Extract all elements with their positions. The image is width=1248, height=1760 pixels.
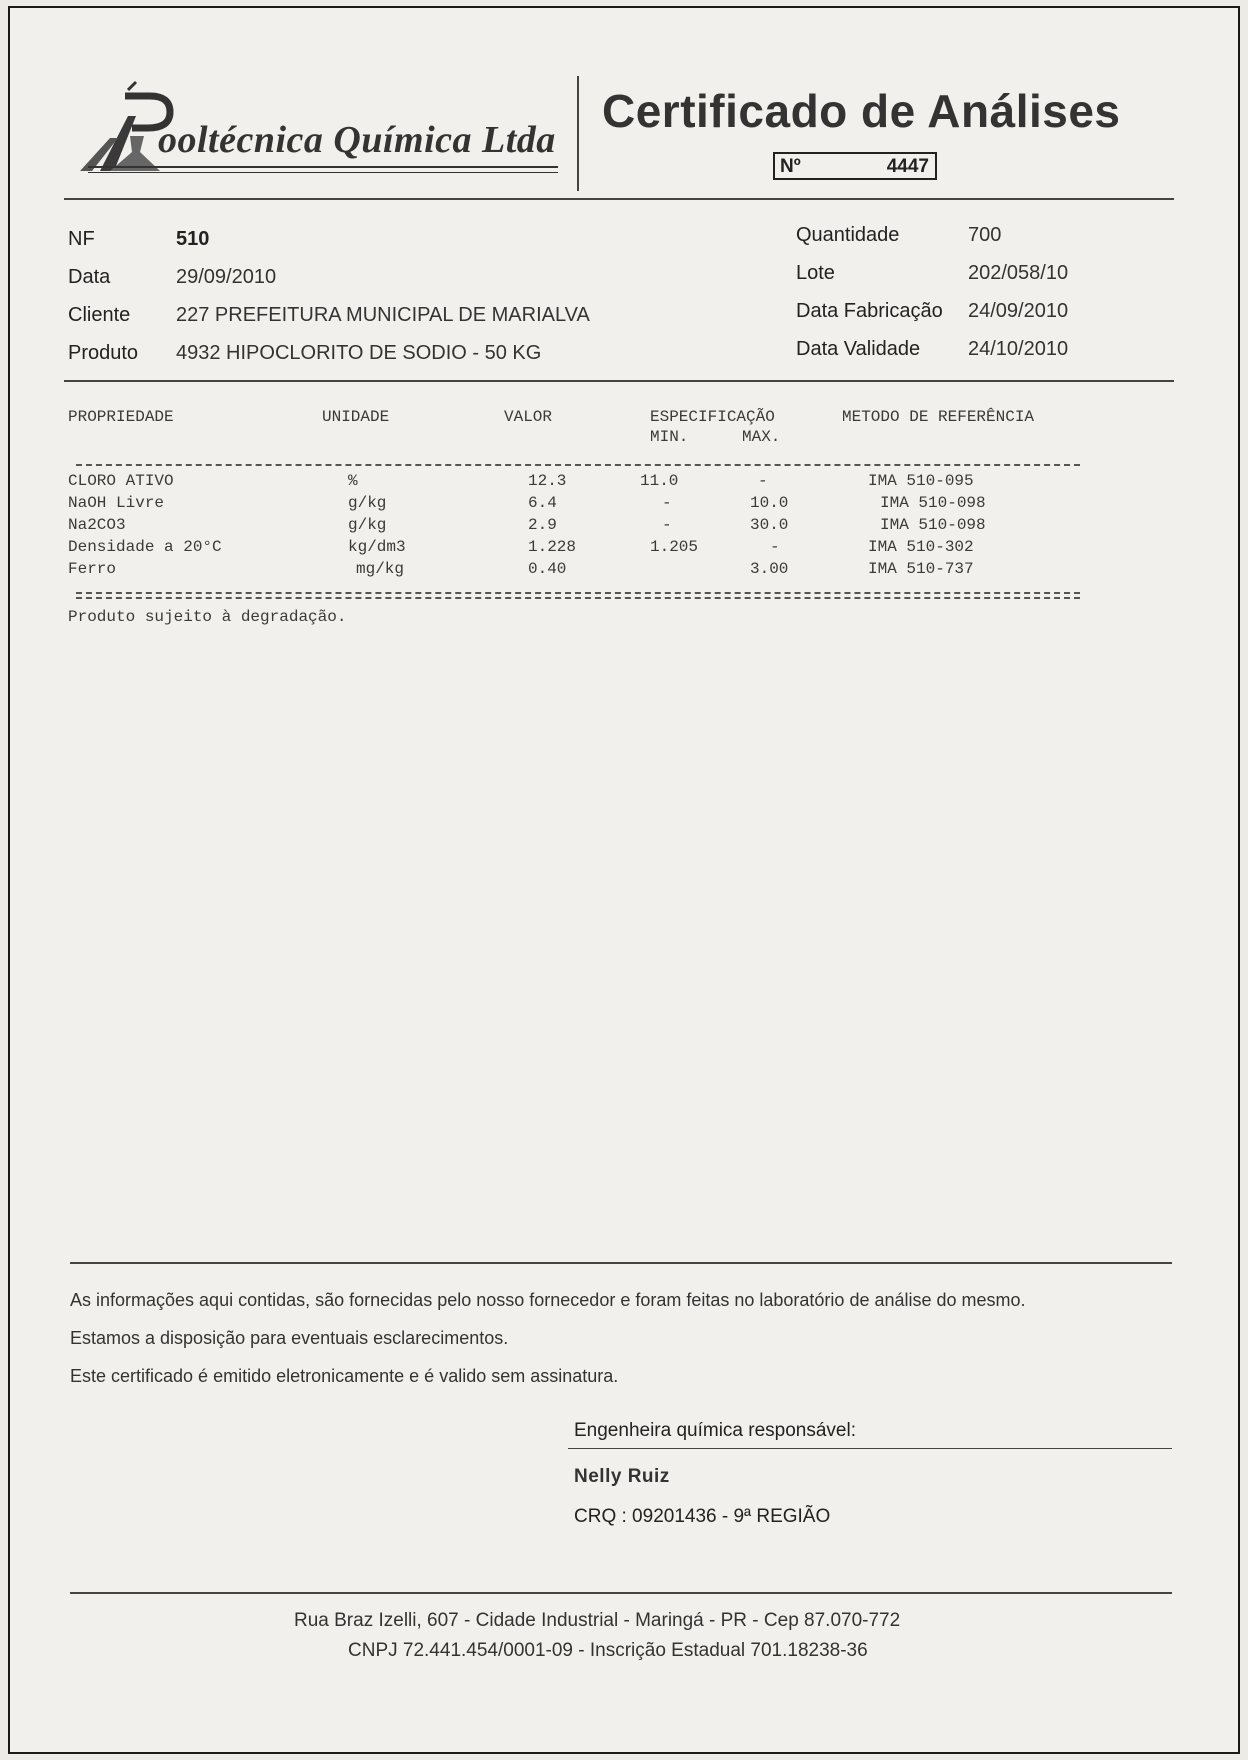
- quantity-label: Quantidade: [796, 224, 900, 246]
- col-header-method: METODO DE REFERÊNCIA: [842, 408, 1035, 426]
- mfg-date-label: Data Fabricação: [796, 300, 943, 322]
- company-cnpj: CNPJ 72.441.454/0001-09 - Inscrição Estadual 701.18238-36: [348, 1640, 868, 1661]
- cell-value: 12.3: [528, 472, 567, 490]
- col-header-spec: ESPECIFICAÇÃO: [650, 408, 775, 426]
- cell-property: NaOH Livre: [68, 494, 165, 512]
- table-row: [8, 494, 1240, 516]
- cell-method: IMA 510-098: [880, 516, 986, 534]
- col-header-value: VALOR: [504, 408, 553, 426]
- lot-label: Lote: [796, 262, 835, 284]
- certificate-number-label: Nº: [780, 156, 801, 177]
- cell-max: 10.0: [750, 494, 789, 512]
- certificate-page: [8, 6, 1240, 1754]
- expiry-label: Data Validade: [796, 338, 921, 360]
- cell-method: IMA 510-737: [868, 560, 974, 578]
- table-row: [8, 472, 1240, 494]
- cell-unit: %: [348, 472, 358, 490]
- product-label: Produto: [68, 342, 139, 364]
- logo-underline: [88, 172, 558, 173]
- cell-min: 11.0: [640, 472, 679, 490]
- cell-value: 2.9: [528, 516, 557, 534]
- product-value: 4932 HIPOCLORITO DE SODIO - 50 KG: [176, 342, 542, 364]
- lot-value: 202/058/10: [968, 262, 1069, 284]
- cell-unit: mg/kg: [356, 560, 405, 578]
- certificate-number-value: 4447: [886, 156, 929, 177]
- cell-property: Na2CO3: [68, 516, 126, 534]
- header-rule: [64, 198, 1174, 200]
- client-label: Cliente: [68, 304, 131, 326]
- logo-underline: [88, 166, 558, 168]
- signature-line: [568, 1448, 1172, 1449]
- table-row: [8, 516, 1240, 538]
- info-rule: [64, 380, 1174, 382]
- engineer-crq: CRQ : 09201436 - 9ª REGIÃO: [574, 1506, 831, 1527]
- cell-value: 6.4: [528, 494, 557, 512]
- cell-min: -: [662, 516, 672, 534]
- table-row: [8, 538, 1240, 560]
- table-footer-rule: [76, 592, 1080, 594]
- company-name: ooltécnica Química Ltda: [158, 119, 556, 161]
- engineer-name: Nelly Ruiz: [574, 1466, 670, 1487]
- certificate-number-box: [773, 152, 937, 180]
- note-electronic: Este certificado é emitido eletronicamente e é valido sem assinatura.: [70, 1366, 619, 1386]
- cell-min: 1.205: [650, 538, 699, 556]
- notes-rule: [70, 1262, 1172, 1264]
- cell-max: -: [770, 538, 780, 556]
- cell-property: Ferro: [68, 560, 117, 578]
- cell-method: IMA 510-098: [880, 494, 986, 512]
- nf-value: 510: [176, 228, 210, 250]
- table-header-rule: [76, 464, 1080, 466]
- col-header-min: MIN.: [650, 428, 689, 446]
- nf-label: NF: [68, 228, 95, 250]
- cell-max: 30.0: [750, 516, 789, 534]
- mfg-date-value: 24/09/2010: [968, 300, 1069, 322]
- note-availability: Estamos a disposição para eventuais esclarecimentos.: [70, 1328, 509, 1348]
- header-divider: [577, 76, 579, 191]
- cell-value: 0.40: [528, 560, 567, 578]
- cell-value: 1.228: [528, 538, 577, 556]
- cell-unit: g/kg: [348, 494, 387, 512]
- engineer-label: Engenheira química responsável:: [574, 1420, 857, 1441]
- expiry-value: 24/10/2010: [968, 338, 1069, 360]
- cell-max: 3.00: [750, 560, 789, 578]
- degradation-note: Produto sujeito à degradação.: [68, 608, 347, 626]
- cell-property: Densidade a 20°C: [68, 538, 222, 556]
- note-supplier: As informações aqui contidas, são fornecidas pelo nosso fornecedor e foram feitas no laboratório de análise do mesmo.: [70, 1290, 1026, 1310]
- date-label: Data: [68, 266, 111, 288]
- cell-method: IMA 510-095: [868, 472, 974, 490]
- col-header-max: MAX.: [742, 428, 781, 446]
- cell-unit: g/kg: [348, 516, 387, 534]
- table-footer-rule: [76, 597, 1080, 599]
- client-value: 227 PREFEITURA MUNICIPAL DE MARIALVA: [176, 304, 590, 326]
- quantity-value: 700: [968, 224, 1002, 246]
- company-address: Rua Braz Izelli, 607 - Cidade Industrial - Maringá - PR - Cep 87.070-772: [294, 1610, 901, 1631]
- date-value: 29/09/2010: [176, 266, 277, 288]
- col-header-unit: UNIDADE: [322, 408, 390, 426]
- table-row: [8, 560, 1240, 582]
- cell-method: IMA 510-302: [868, 538, 974, 556]
- cell-min: -: [662, 494, 672, 512]
- cell-property: CLORO ATIVO: [68, 472, 174, 490]
- cell-max: -: [758, 472, 768, 490]
- address-rule: [70, 1592, 1172, 1594]
- certificate-title: Certificado de Análises: [602, 85, 1121, 137]
- col-header-property: PROPRIEDADE: [68, 408, 174, 426]
- cell-unit: kg/dm3: [348, 538, 406, 556]
